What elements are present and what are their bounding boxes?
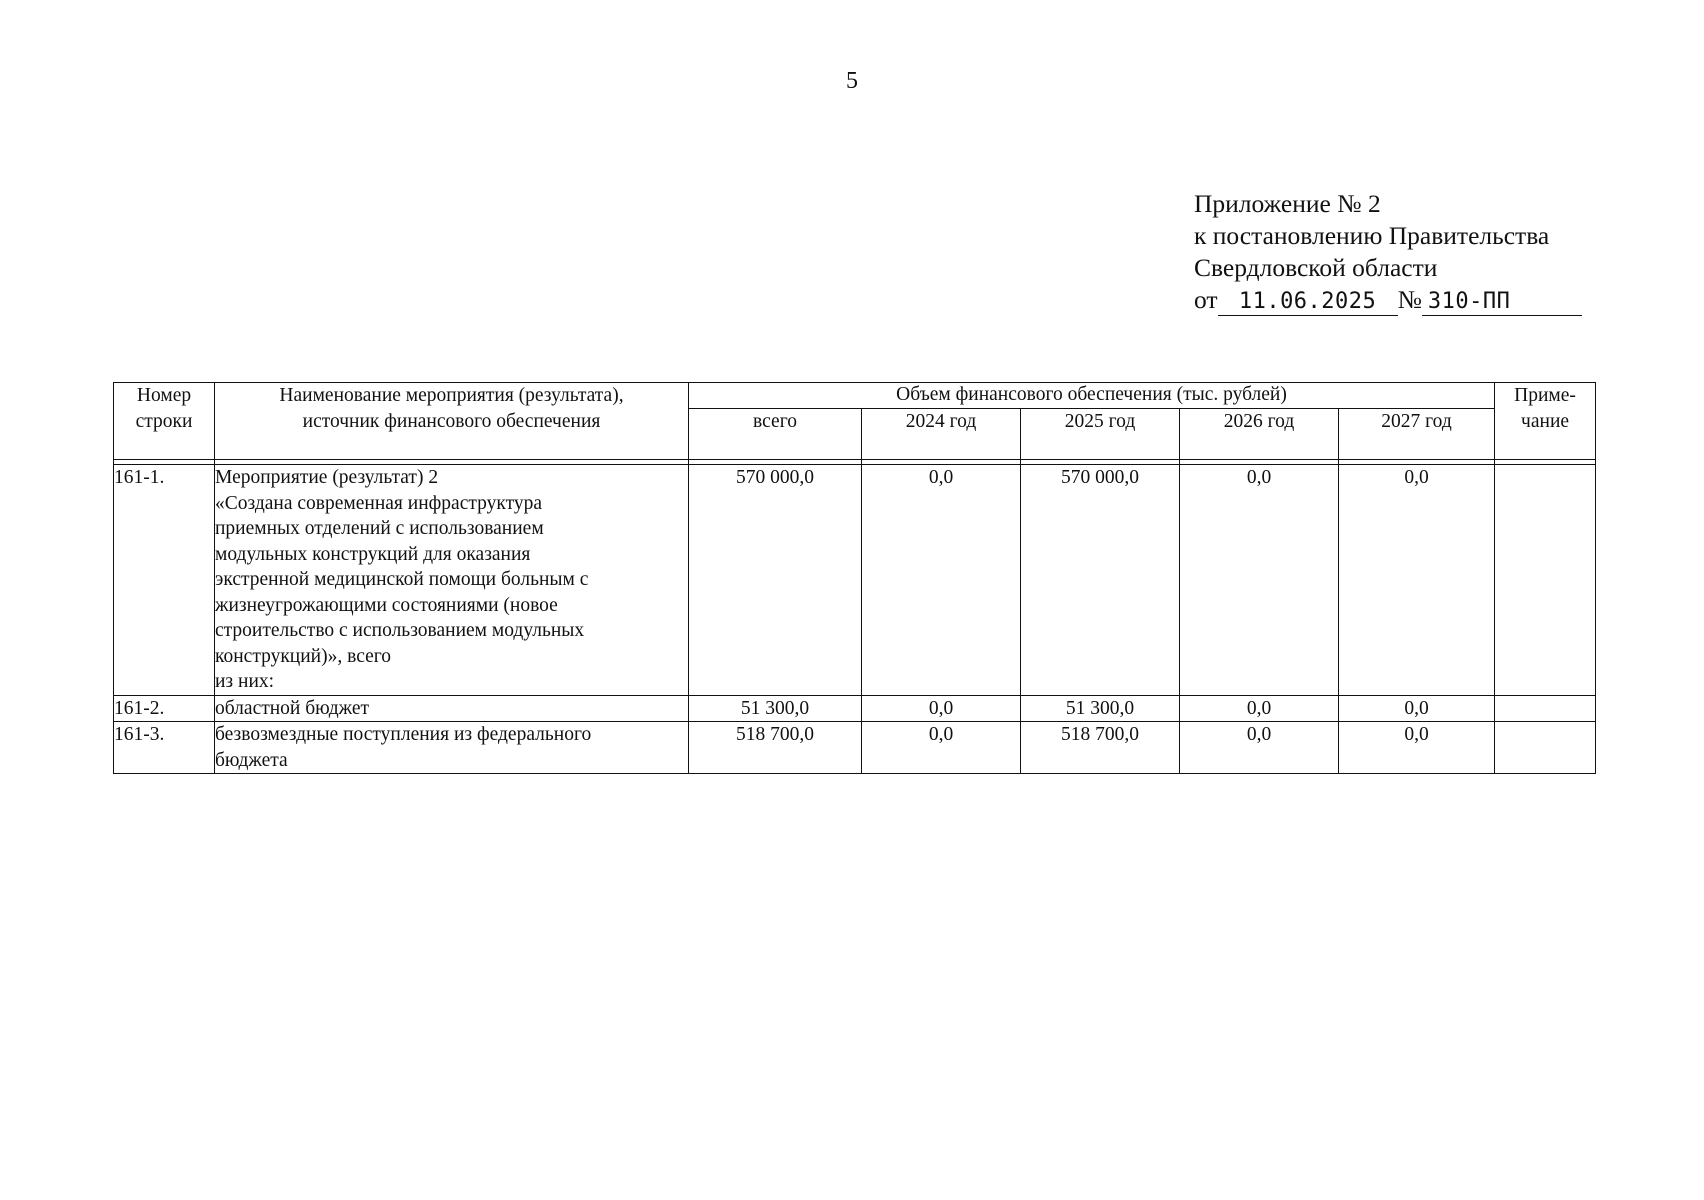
row-2025: 570 000,0 [1021,465,1180,696]
row-name: областной бюджет [215,695,689,722]
header-2024: 2024 год [862,409,1021,460]
row-note [1495,695,1596,722]
header-name: Наименование мероприятия (результата), источник финансового обеспечения [215,383,689,460]
row-2027: 0,0 [1339,695,1495,722]
row-note [1495,465,1596,696]
appendix-block [1194,188,1594,316]
header-row-number: Номер строки [114,383,215,460]
row-2026: 0,0 [1180,695,1339,722]
table-row [114,722,1596,774]
row-number: 161-2. [114,695,215,722]
table-row [114,465,1596,696]
row-total: 570 000,0 [689,465,862,696]
row-2025: 518 700,0 [1021,722,1180,774]
row-2027: 0,0 [1339,722,1495,774]
from-label: от [1194,285,1218,314]
resolution-date: 11.06.2025 [1218,289,1398,316]
number-label: № [1397,285,1422,314]
row-2024: 0,0 [862,722,1021,774]
financing-table [113,382,1596,774]
header-2025: 2025 год [1021,409,1180,460]
row-total: 51 300,0 [689,695,862,722]
row-name: Мероприятие (результат) 2 «Создана современная инфраструктура приемных отделений с использованием модульных конструкций для оказания экстренной медицинской помощи больным с жизнеугрожающими состояниями (новое строительство с использованием модульных конструкций)», всего из них: [215,465,689,696]
row-total: 518 700,0 [689,722,862,774]
header-note: Приме- чание [1495,383,1596,460]
row-2025: 51 300,0 [1021,695,1180,722]
row-name: безвозмездные поступления из федерального бюджета [215,722,689,774]
page-number: 5 [846,68,858,94]
row-2024: 0,0 [862,695,1021,722]
row-2024: 0,0 [862,465,1021,696]
row-note [1495,722,1596,774]
header-2027: 2027 год [1339,409,1495,460]
row-2026: 0,0 [1180,465,1339,696]
appendix-resolution: к постановлению Правительства [1194,221,1550,250]
appendix-title: Приложение № 2 [1194,189,1381,218]
row-number: 161-3. [114,722,215,774]
resolution-number: 310-ПП [1422,289,1582,316]
row-2027: 0,0 [1339,465,1495,696]
row-number: 161-1. [114,465,215,696]
header-2026: 2026 год [1180,409,1339,460]
appendix-date-number [1194,284,1594,316]
header-total: всего [689,409,862,460]
header-volume: Объем финансового обеспечения (тыс. рублей) [689,383,1495,409]
row-2026: 0,0 [1180,722,1339,774]
appendix-region: Свердловской области [1194,253,1438,282]
table-row [114,695,1596,722]
